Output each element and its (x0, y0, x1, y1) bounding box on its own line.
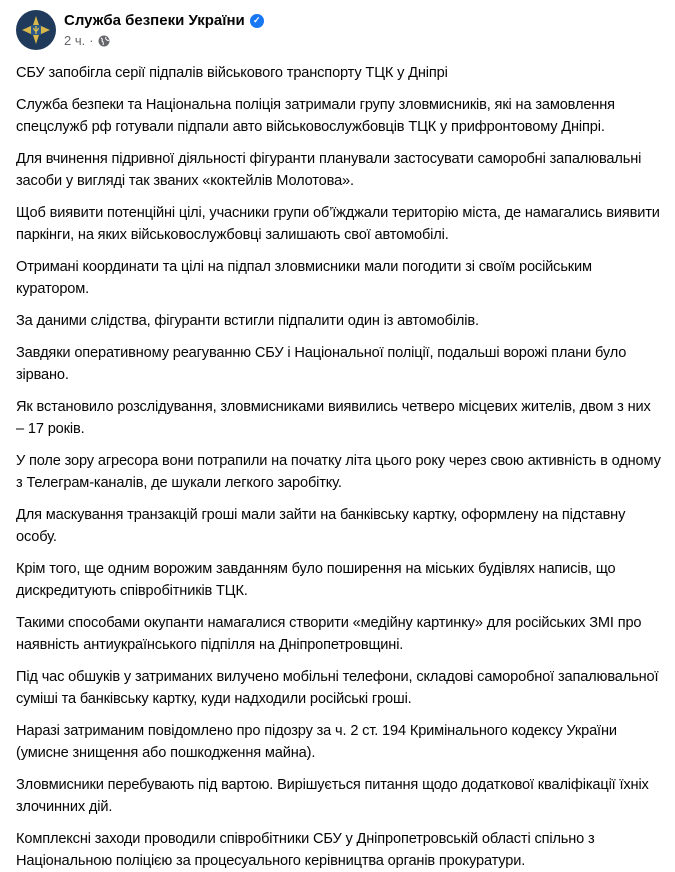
post-paragraph: За даними слідства, фігуранти встигли підпалити один із автомобілів. (16, 313, 479, 329)
author-name[interactable] (64, 12, 264, 29)
post-paragraph: Комплексні заходи проводили співробітники СБУ у Дніпропетровській області спільно з Національною поліцією за процесуального керівництва органів прокуратури. (16, 831, 595, 869)
post-paragraph: Завдяки оперативному реагуванню СБУ і Національної поліції, подальші ворожі плани було зірвано. (16, 345, 627, 383)
post-paragraph: Під час обшуків у затриманих вилучено мобільні телефони, складові саморобної запалювальної суміші та банківську картку, куди надходили російські гроші. (16, 669, 659, 707)
verified-badge-icon: ✓ (250, 14, 264, 28)
post-paragraph: Як встановило розслідування, зловмисниками виявились четверо місцевих жителів, двом з них – 17 років. (16, 399, 651, 437)
author-link[interactable]: Служба безпеки України (64, 12, 245, 29)
post-paragraph: Такими способами окупанти намагалися створити «медійну картинку» для російських ЗМІ про наявність антиукраїнського підпілля на Дніпропетровщині. (16, 615, 642, 653)
post-paragraph: Для маскування транзакцій гроші мали зайти на банківську картку, оформлену на підставну особу. (16, 507, 626, 545)
post-paragraph: Служба безпеки та Національна поліція затримали групу зловмисників, які на замовлення спецслужб рф готували підпали авто військовослужбовців ТЦК у прифронтовому Дніпрі. (16, 97, 615, 135)
post-paragraph: Крім того, ще одним ворожим завданням було поширення на міських будівлях написів, що дискредитують співробітників ТЦК. (16, 561, 616, 599)
avatar[interactable] (16, 10, 56, 50)
post-paragraph: Наразі затриманим повідомлено про підозру за ч. 2 ст. 194 Кримінального кодексу України (умисне знищення або пошкодження майна). (16, 723, 617, 761)
post-paragraph: Зловмисники перебувають під вартою. Вирішується питання щодо додаткової кваліфікації їхніх злочинних дій. (16, 777, 649, 815)
globe-icon (98, 35, 110, 47)
sbu-emblem-icon (21, 15, 51, 45)
post-paragraph: Для вчинення підривної діяльності фігуранти планували застосувати саморобні запалювальні засоби у вигляді так званих «коктейлів Молотова». (16, 151, 642, 189)
post-body (0, 62, 675, 872)
post-paragraph: Отримані координати та цілі на підпал зловмисники мали погодити зі своїм російським куратором. (16, 259, 592, 297)
post-meta (64, 33, 110, 48)
separator: · (89, 33, 94, 48)
post-paragraph: СБУ запобігла серії підпалів військового транспорту ТЦК у Дніпрі (16, 65, 448, 81)
post-time[interactable]: 2 ч. (64, 33, 86, 48)
post-paragraph: Щоб виявити потенційні цілі, учасники групи об’їжджали територію міста, де намагались виявити паркінги, на яких військовослужбовці залишають свої автомобілі. (16, 205, 660, 243)
post-header (0, 0, 675, 62)
post-paragraph: У поле зору агресора вони потрапили на початку літа цього року через свою активність в одному з Телеграм-каналів, де шукали легкого заробітку. (16, 453, 661, 491)
